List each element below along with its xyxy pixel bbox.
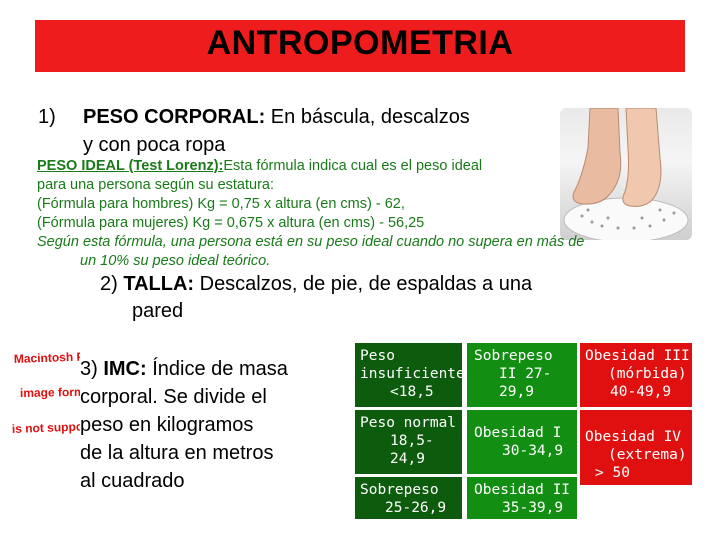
imc-cell-obesidad-iii: Obesidad III (mórbida) 40-49,9: [580, 343, 692, 407]
section-label: IMC:: [103, 358, 147, 380]
section-talla: [100, 271, 640, 325]
section-text: Índice de masa: [146, 358, 288, 380]
imc-cell-obesidad-iv: Obesidad IV (extrema) > 50: [580, 410, 692, 485]
section-peso-corporal: [38, 103, 558, 159]
peso-ideal-note: un 10% su peso ideal teórico.: [80, 253, 271, 269]
peso-ideal-text: Esta fórmula indica cual es el peso ideal: [223, 158, 483, 174]
svg-text:image format: image format: [19, 384, 80, 400]
peso-ideal-text: para una persona según su estatura:: [37, 177, 274, 193]
imc-cell-obesidad-ii: Obesidad II 35-39,9: [467, 477, 577, 519]
section-imc: [80, 355, 340, 495]
section-text: Descalzos, de pie, de espaldas a una: [194, 273, 533, 295]
imc-cell-peso-insuficiente: Peso insuficiente <18,5: [355, 343, 462, 407]
svg-text:Macintosh PICT: Macintosh PICT: [13, 348, 80, 366]
section-number: 2): [100, 273, 124, 295]
formula-mujeres: (Fórmula para mujeres) Kg = 0,675 x altura (en cms) - 56,25: [37, 215, 425, 231]
section-label: PESO CORPORAL:: [83, 106, 266, 128]
peso-ideal-note: Según esta fórmula, una persona está en su peso ideal cuando no supera en más de: [37, 234, 585, 250]
section-text: En báscula, descalzos: [265, 106, 470, 128]
missing-image-placeholder: [10, 347, 80, 467]
peso-ideal-heading: PESO IDEAL (Test Lorenz):: [37, 158, 224, 174]
section-text: al cuadrado: [80, 470, 185, 492]
formula-hombres: (Fórmula para hombres) Kg = 0,75 x altura (en cms) - 62,: [37, 196, 405, 212]
section-text: peso en kilogramos: [80, 414, 254, 436]
imc-cell-sobrepeso: Sobrepeso 25-26,9: [355, 477, 462, 519]
svg-text:is not supported: is not supported: [11, 418, 80, 436]
section-label: TALLA:: [123, 273, 195, 295]
section-text: de la altura en metros: [80, 442, 274, 464]
section-number: 3): [80, 358, 104, 380]
section-text: pared: [132, 300, 184, 322]
section-text: corporal. Se divide el: [80, 386, 267, 408]
imc-cell-obesidad-i: Obesidad I 30-34,9: [467, 410, 577, 474]
page-title: ANTROPOMETRIA: [206, 24, 514, 62]
peso-ideal-block: [37, 157, 697, 271]
imc-cell-sobrepeso-ii: Sobrepeso II 27- 29,9: [467, 343, 577, 407]
section-number: 1): [38, 106, 56, 128]
section-text: y con poca ropa: [83, 134, 226, 156]
imc-cell-peso-normal: Peso normal 18,5- 24,9: [355, 410, 462, 474]
